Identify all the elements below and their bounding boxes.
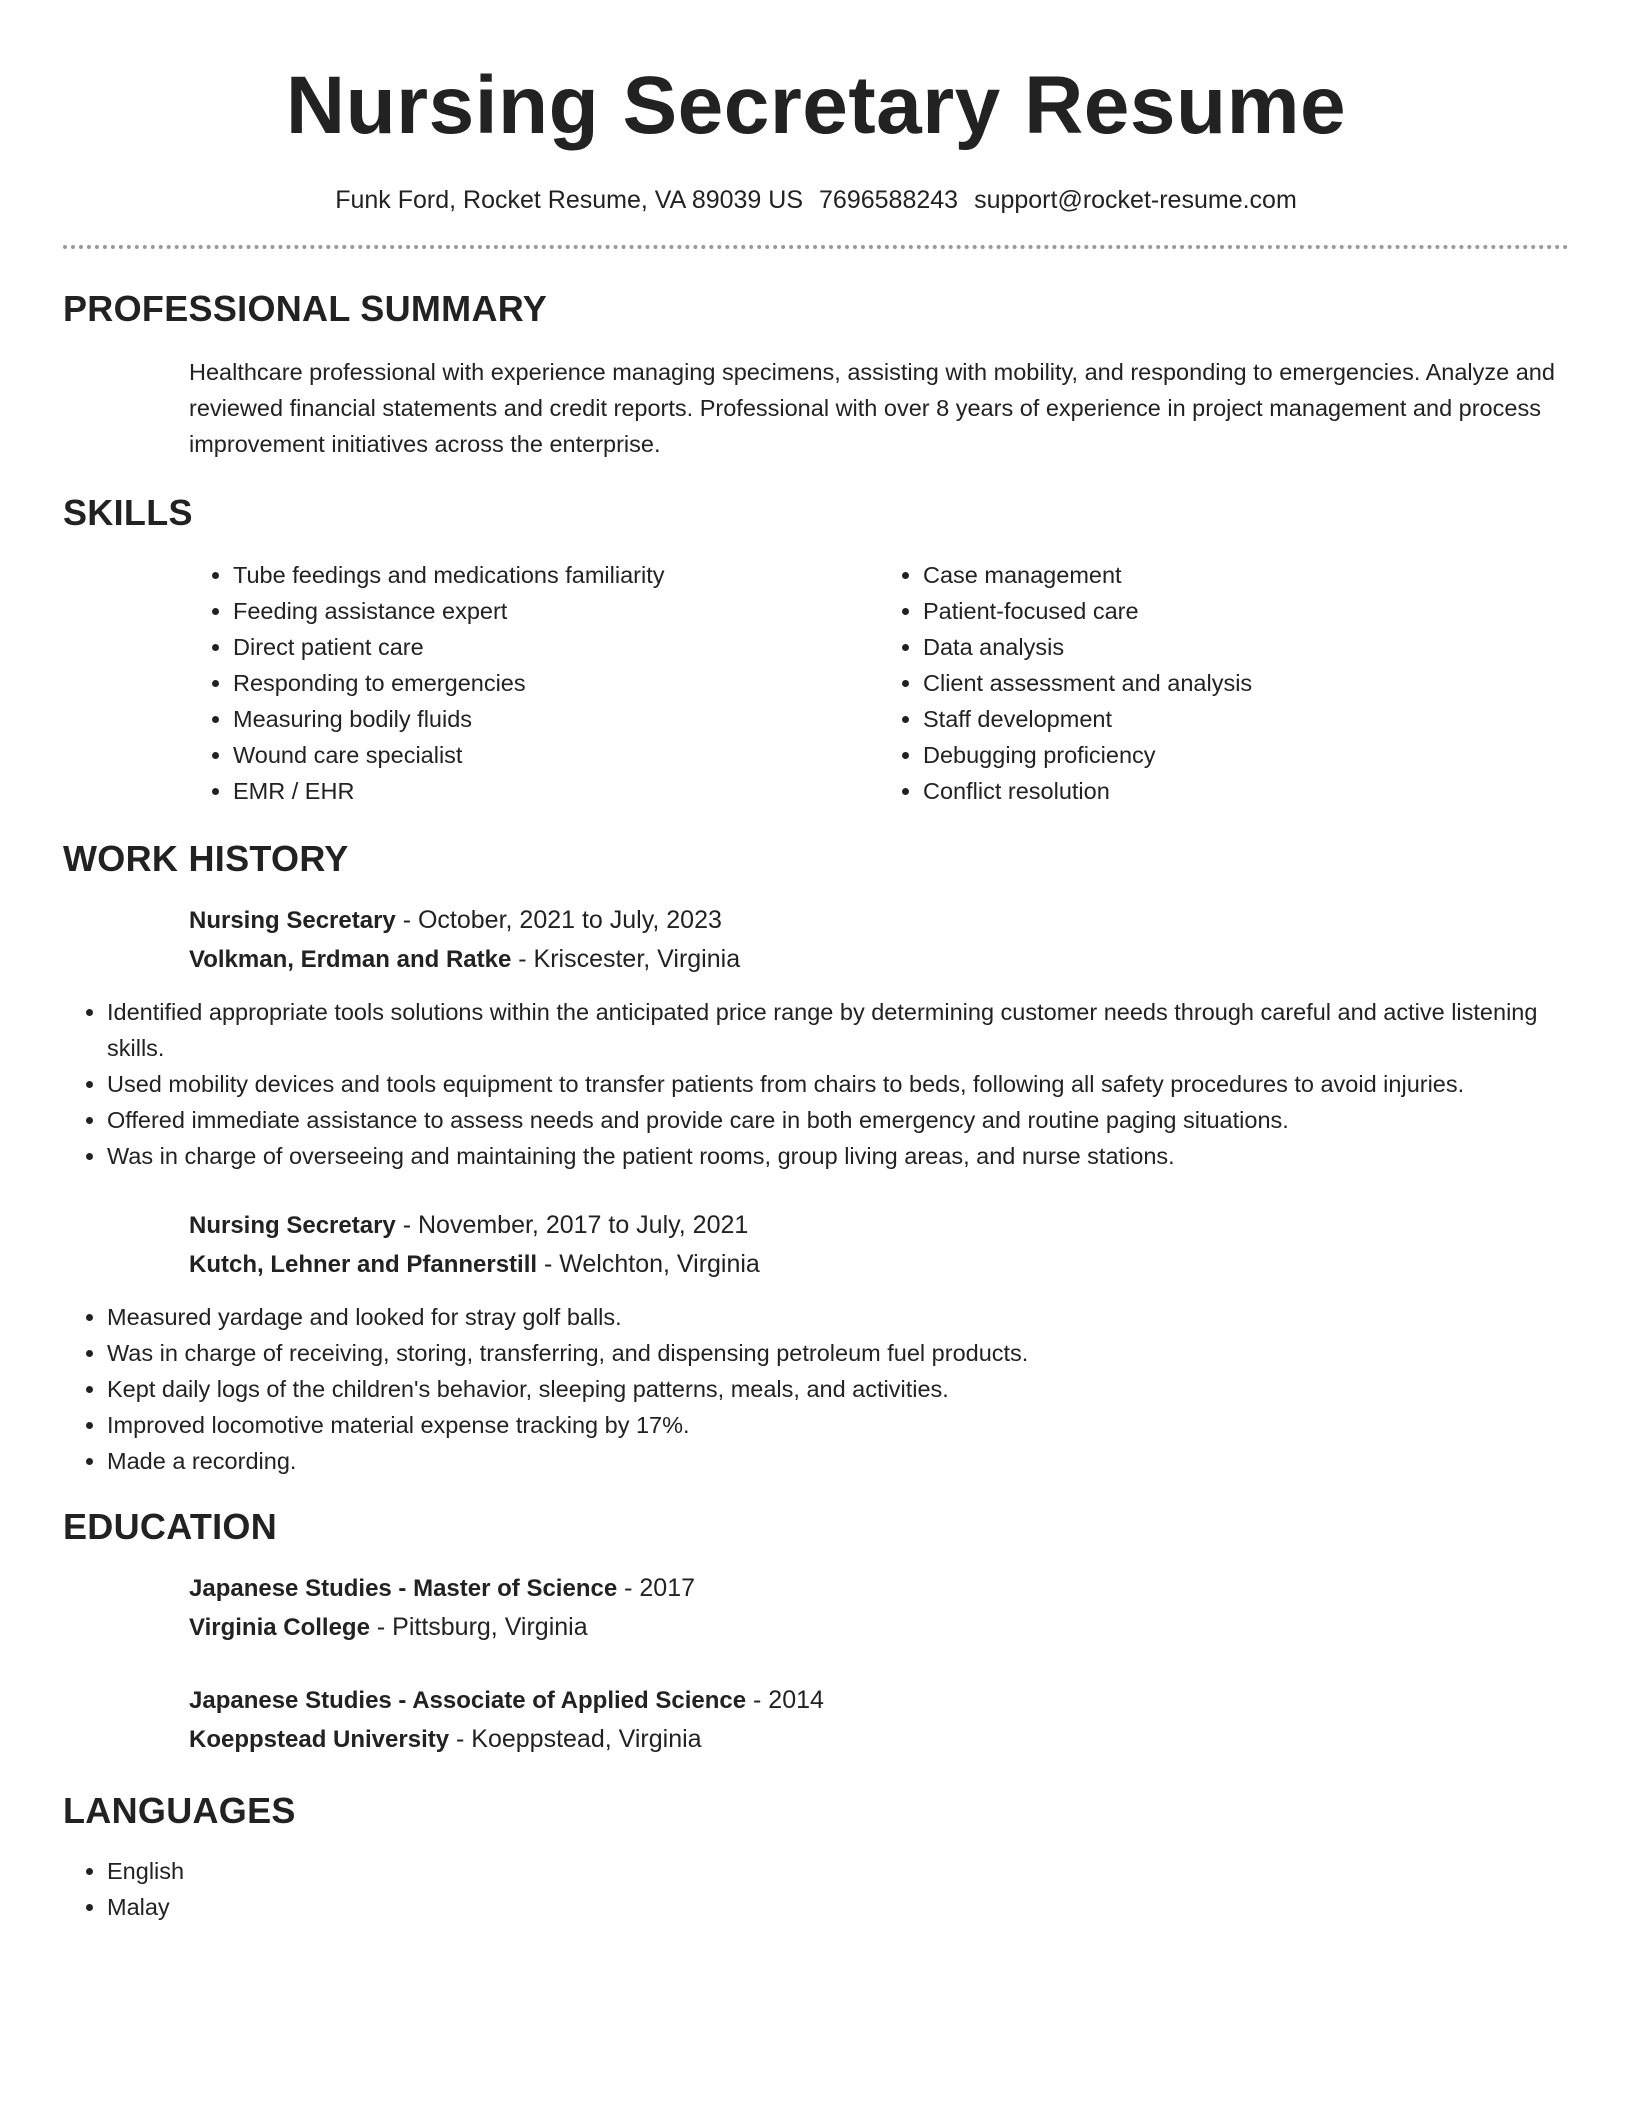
job-role: Nursing Secretary <box>189 907 396 934</box>
list-item: • Client assessment and analysis <box>923 665 1569 701</box>
section-title-languages: LANGUAGES <box>63 1790 296 1831</box>
list-item: • Was in charge of overseeing and maintaining the patient rooms, group living areas, and nurse stations. <box>107 1138 1569 1174</box>
section-title-skills: SKILLS <box>63 492 193 533</box>
education-school: Koeppstead University <box>189 1726 450 1753</box>
list-item: • Was in charge of receiving, storing, transferring, and dispensing petroleum fuel products. <box>107 1335 1569 1371</box>
education-entry <box>189 1569 1569 1647</box>
section-title-work-history: WORK HISTORY <box>63 838 349 879</box>
job-entry <box>189 901 1569 979</box>
section-title-summary: PROFESSIONAL SUMMARY <box>63 288 548 329</box>
skills-list-right <box>879 557 1569 809</box>
list-item: • Measured yardage and looked for stray golf balls. <box>107 1299 1569 1335</box>
education-location: - Pittsburg, Virginia <box>369 1613 588 1641</box>
list-item: • Used mobility devices and tools equipment to transfer patients from chairs to beds, following all safety procedures to avoid injuries. <box>107 1066 1569 1102</box>
job-duties <box>63 1299 1569 1479</box>
education-year: - 2017 <box>617 1574 696 1602</box>
job-company: Kutch, Lehner and Pfannerstill <box>189 1251 538 1278</box>
list-item: • Conflict resolution <box>923 773 1569 809</box>
contact-email[interactable]: support@rocket-resume.com <box>974 186 1297 214</box>
education-degree: Japanese Studies - Associate of Applied Science <box>189 1687 747 1714</box>
list-item: • Patient-focused care <box>923 593 1569 629</box>
list-item: • Malay <box>107 1889 1569 1925</box>
contact-phone: 7696588243 <box>819 186 959 214</box>
job-role: Nursing Secretary <box>189 1212 396 1239</box>
education-entry <box>189 1681 1569 1759</box>
job-company-line <box>189 940 1569 979</box>
list-item: • EMR / EHR <box>233 773 879 809</box>
summary-text: Healthcare professional with experience managing specimens, assisting with mobility, and responding to emergencies. Analyze and reviewed financial statements and credit reports. Professional with over 8 years of experience in project management and process improvement initiatives across the enterprise. <box>189 359 1555 457</box>
list-item: • Data analysis <box>923 629 1569 665</box>
education-school-line <box>189 1608 1569 1647</box>
education-location: - Koeppstead, Virginia <box>449 1725 702 1753</box>
list-item: • Feeding assistance expert <box>233 593 879 629</box>
job-role-line <box>189 901 1569 940</box>
education-degree-line <box>189 1569 1569 1608</box>
job-company-line <box>189 1245 1569 1284</box>
list-item: • Offered immediate assistance to assess needs and provide care in both emergency and routine paging situations. <box>107 1102 1569 1138</box>
job-dates: - October, 2021 to July, 2023 <box>395 906 722 934</box>
education-year: - 2014 <box>746 1686 824 1714</box>
section-title-education: EDUCATION <box>63 1506 278 1547</box>
list-item: • Improved locomotive material expense tracking by 17%. <box>107 1407 1569 1443</box>
list-item: • Case management <box>923 557 1569 593</box>
job-duties <box>63 994 1569 1174</box>
resume-title: Nursing Secretary Resume <box>285 60 1347 151</box>
list-item: • Direct patient care <box>233 629 879 665</box>
job-location: - Kriscester, Virginia <box>511 945 741 973</box>
list-item: • Debugging proficiency <box>923 737 1569 773</box>
list-item: • Identified appropriate tools solutions within the anticipated price range by determining customer needs through careful and active listening skills. <box>107 994 1569 1066</box>
contact-line <box>63 182 1569 218</box>
list-item: • Made a recording. <box>107 1443 1569 1479</box>
languages-list <box>63 1853 1569 1925</box>
education-school-line <box>189 1720 1569 1759</box>
skills-list-left <box>189 557 879 809</box>
list-item: • Wound care specialist <box>233 737 879 773</box>
education-degree-line <box>189 1681 1569 1720</box>
skills-grid <box>189 557 1569 809</box>
list-item: • Kept daily logs of the children's behavior, sleeping patterns, meals, and activities. <box>107 1371 1569 1407</box>
education-school: Virginia College <box>189 1614 370 1641</box>
list-item: • English <box>107 1853 1569 1889</box>
job-entry <box>189 1206 1569 1284</box>
list-item: • Staff development <box>923 701 1569 737</box>
job-location: - Welchton, Virginia <box>537 1250 760 1278</box>
education-degree: Japanese Studies - Master of Science <box>189 1575 618 1602</box>
header-divider <box>63 245 1569 249</box>
contact-address: Funk Ford, Rocket Resume, VA 89039 US <box>335 186 804 214</box>
list-item: • Measuring bodily fluids <box>233 701 879 737</box>
job-dates: - November, 2017 to July, 2021 <box>395 1211 749 1239</box>
list-item: • Tube feedings and medications familiarity <box>233 557 879 593</box>
list-item: • Responding to emergencies <box>233 665 879 701</box>
job-company: Volkman, Erdman and Ratke <box>189 946 512 973</box>
job-role-line <box>189 1206 1569 1245</box>
